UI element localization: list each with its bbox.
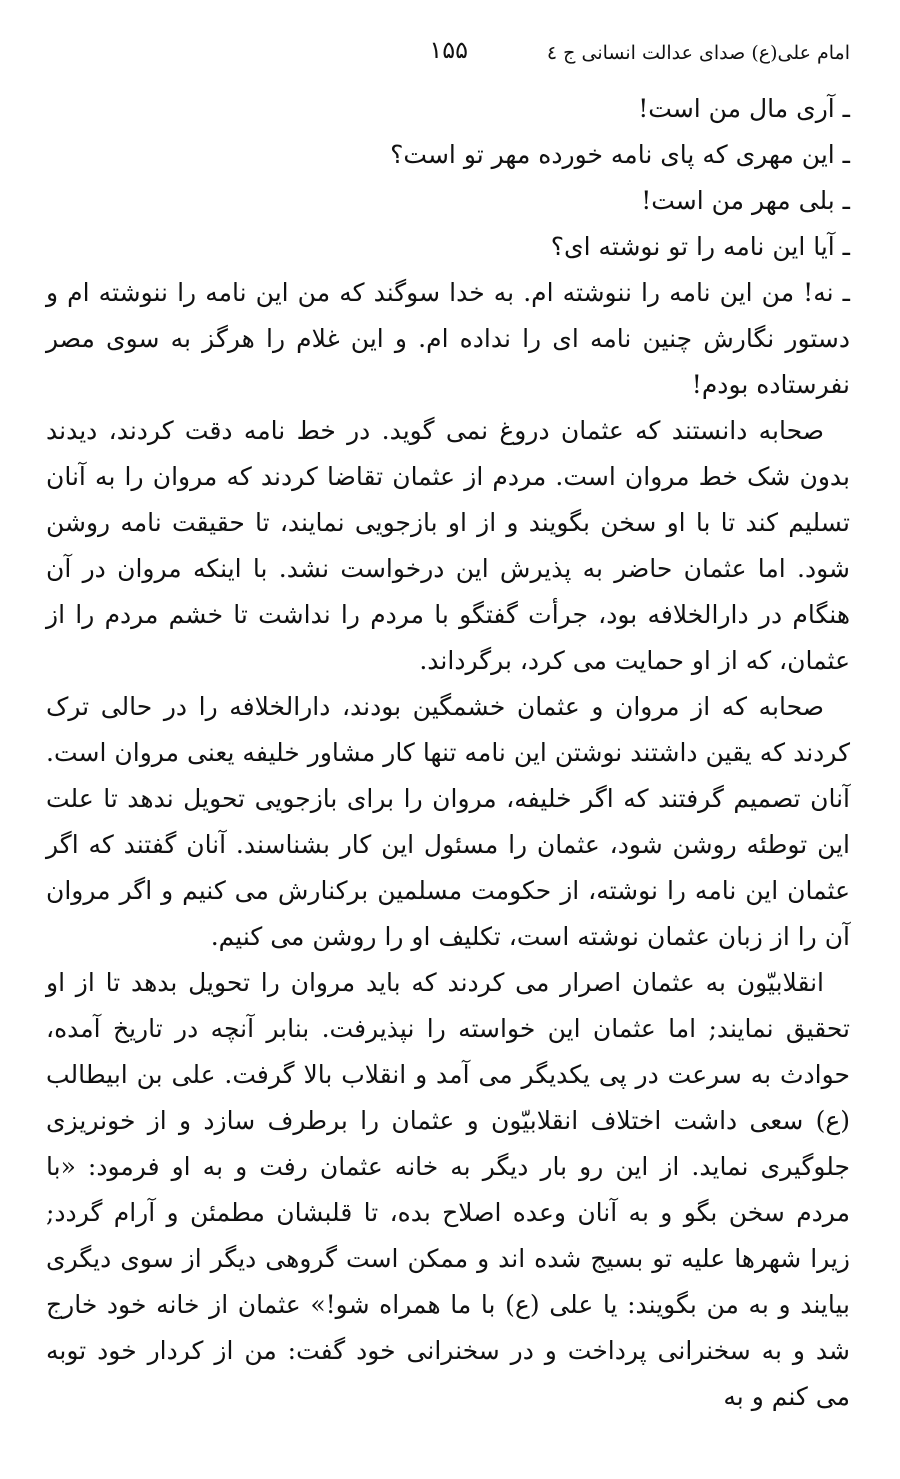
dialogue-line: ـ آری مال من است! xyxy=(638,94,850,123)
dialogue-line: ـ آیا این نامه را تو نوشته ای؟ xyxy=(550,232,850,261)
paragraph: صحابه که از مروان و عثمان خشمگین بودند، دارالخلافه را در حالی ترک کردند که یقین داشتند نوشتن این نامه تنها کار مشاور خلیفه یعنی مروان است. آنان تصمیم گرفتند که اگر خلیفه، مروان را برای بازجویی تحویل ندهد تا علت این توطئه روشن شود، عثمان را مسئول این کار بشناسند. آنان گفتند که اگر عثمان این نامه را نوشته، از حکومت مسلمین برکنارش می کنیم و اگر مروان آن را از زبان عثمان نوشته است، تکلیف او را روشن می کنیم. xyxy=(46,692,850,951)
book-page xyxy=(46,0,850,1479)
paragraph: انقلابیّون به عثمان اصرار می کردند که باید مروان را تحویل بدهد تا از او تحقیق نمایند; اما عثمان این خواسته را نپذیرفت. بنابر آنچه در تاریخ آمده، حوادث به سرعت در پی یکدیگر می آمد و انقلاب بالا گرفت. علی بن ابیطالب (ع) سعی داشت اختلاف انقلابیّون و عثمان را برطرف سازد و از خونریزی جلوگیری نماید. از این رو بار دیگر به خانه عثمان رفت و به او فرمود: «با مردم سخن بگو و به آنان وعده اصلاح بده، تا قلبشان مطمئن و آرام گردد; زیرا شهرها علیه تو بسیج شده اند و ممکن است گروهی دیگر از سوی دیگری بیایند و به من بگویند: یا علی (ع) با ما همراه شو!» عثمان از خانه خود خارج شد و به سخنرانی پرداخت و در سخنرانی خود گفت: من از کردار خود توبه می کنم و به xyxy=(46,968,850,1411)
paragraph: صحابه دانستند که عثمان دروغ نمی گوید. در خط نامه دقت کردند، دیدند بدون شک خط مروان است. مردم از عثمان تقاضا کردند که مروان را به آنان تسلیم کند تا با او سخن بگویند و از او بازجویی نمایند، تا حقیقت نامه روشن شود. اما عثمان حاضر به پذیرش این درخواست نشد. با اینکه مروان در آن هنگام در دارالخلافه بود، جرأت گفتگو با مردم را نداشت تا خشم مردم را از عثمان، که از او حمایت می کرد، برگرداند. xyxy=(46,416,850,675)
dialogue-line: ـ نه! من این نامه را ننوشته ام. به خدا سوگند که من این نامه را ننوشته ام و دستور نگارش چنین نامه ای را نداده ام. و این غلام را هرگز به سوی مصر نفرستاده بودم! xyxy=(46,278,850,399)
running-title: امام علی(ع) صدای عدالت انسانی ج ٤ xyxy=(546,42,850,64)
dialogue-line: ـ بلی مهر من است! xyxy=(641,186,850,215)
page-number: ۱۵۵ xyxy=(429,36,468,64)
dialogue-line: ـ این مهری که پای نامه خورده مهر تو است؟ xyxy=(390,140,850,169)
body-text xyxy=(46,86,850,1420)
page-header xyxy=(46,34,850,74)
